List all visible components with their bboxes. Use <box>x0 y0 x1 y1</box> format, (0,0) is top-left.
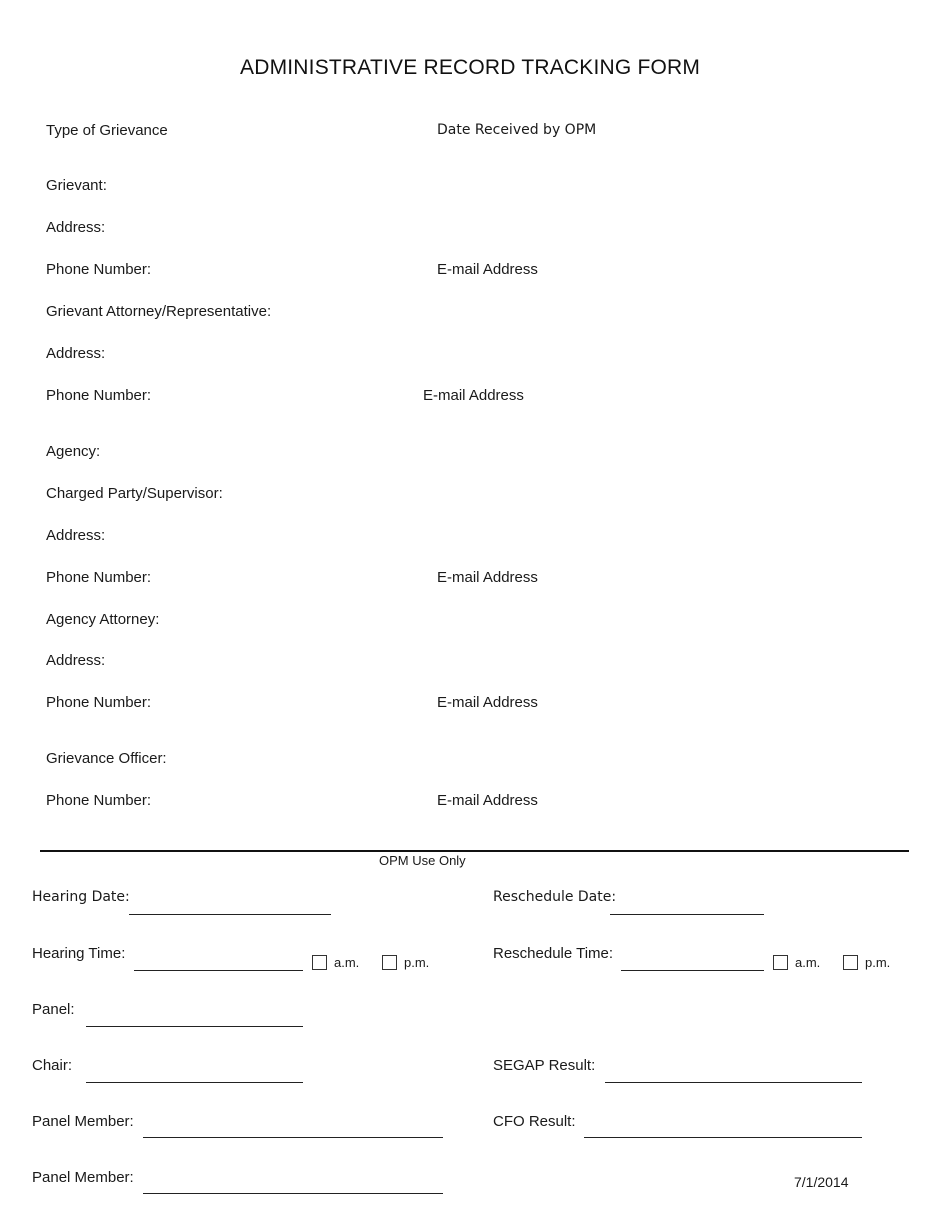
reschedule-pm-label: p.m. <box>865 955 891 970</box>
grievant-rep-email-label: E-mail Address <box>423 387 524 404</box>
agency-address-label: Address: <box>46 527 106 544</box>
reschedule-time-underline <box>621 970 764 971</box>
grievance-officer-phone-label: Phone Number: <box>46 792 152 809</box>
reschedule-time-field[interactable] <box>621 950 764 970</box>
grievant-rep-phone-label: Phone Number: <box>46 387 152 404</box>
grievance-officer-email-label: E-mail Address <box>437 792 538 809</box>
hearing-am-label: a.m. <box>334 955 360 970</box>
grievant-phone-label: Phone Number: <box>46 261 152 278</box>
agency-attorney-label: Agency Attorney: <box>46 611 160 628</box>
hearing-pm-checkbox[interactable] <box>382 955 397 970</box>
grievant-email-label: E-mail Address <box>437 261 538 278</box>
segap-result-label: SEGAP Result: <box>493 1057 596 1074</box>
hearing-time-underline <box>134 970 303 971</box>
section-divider <box>40 850 909 852</box>
panel-member-1-field[interactable] <box>143 1117 443 1137</box>
segap-result-underline <box>605 1082 862 1083</box>
type-of-grievance-label: Type of Grievance <box>46 122 168 139</box>
panel-member-2-underline <box>143 1193 443 1194</box>
hearing-time-field[interactable] <box>134 950 303 970</box>
cfo-result-field[interactable] <box>584 1117 862 1137</box>
reschedule-time-label: Reschedule Time: <box>493 945 614 962</box>
chair-field[interactable] <box>86 1062 303 1082</box>
reschedule-pm-checkbox[interactable] <box>843 955 858 970</box>
hearing-date-underline <box>129 914 331 915</box>
panel-member-2-label: Panel Member: <box>32 1169 134 1186</box>
grievant-address-label: Address: <box>46 219 106 236</box>
hearing-date-label: Hearing Date: <box>32 889 130 905</box>
agency-phone-label: Phone Number: <box>46 569 152 586</box>
grievant-label: Grievant: <box>46 177 107 194</box>
reschedule-am-checkbox[interactable] <box>773 955 788 970</box>
reschedule-date-label: Reschedule Date: <box>493 889 617 905</box>
opm-use-only-label: OPM Use Only <box>379 853 466 868</box>
agency-attorney-phone-label: Phone Number: <box>46 694 152 711</box>
agency-label: Agency: <box>46 443 101 460</box>
grievant-rep-address-label: Address: <box>46 345 106 362</box>
hearing-am-checkbox[interactable] <box>312 955 327 970</box>
date-received-label: Date Received by OPM <box>437 122 597 138</box>
panel-label: Panel: <box>32 1001 75 1018</box>
cfo-result-underline <box>584 1137 862 1138</box>
reschedule-date-field[interactable] <box>610 894 764 914</box>
grievant-rep-label: Grievant Attorney/Representative: <box>46 303 272 320</box>
panel-field[interactable] <box>86 1006 303 1026</box>
hearing-pm-label: p.m. <box>404 955 430 970</box>
panel-underline <box>86 1026 303 1027</box>
chair-label: Chair: <box>32 1057 73 1074</box>
grievance-officer-label: Grievance Officer: <box>46 750 167 767</box>
charged-party-label: Charged Party/Supervisor: <box>46 485 223 502</box>
cfo-result-label: CFO Result: <box>493 1113 576 1130</box>
form-title: ADMINISTRATIVE RECORD TRACKING FORM <box>240 56 701 79</box>
panel-member-2-field[interactable] <box>143 1173 443 1193</box>
hearing-date-field[interactable] <box>129 894 331 914</box>
chair-underline <box>86 1082 303 1083</box>
agency-attorney-address-label: Address: <box>46 652 106 669</box>
panel-member-1-label: Panel Member: <box>32 1113 134 1130</box>
agency-attorney-email-label: E-mail Address <box>437 694 538 711</box>
reschedule-am-label: a.m. <box>795 955 821 970</box>
form-revision-date: 7/1/2014 <box>794 1174 849 1190</box>
reschedule-date-underline <box>610 914 764 915</box>
segap-result-field[interactable] <box>605 1062 862 1082</box>
agency-email-label: E-mail Address <box>437 569 538 586</box>
panel-member-1-underline <box>143 1137 443 1138</box>
hearing-time-label: Hearing Time: <box>32 945 126 962</box>
